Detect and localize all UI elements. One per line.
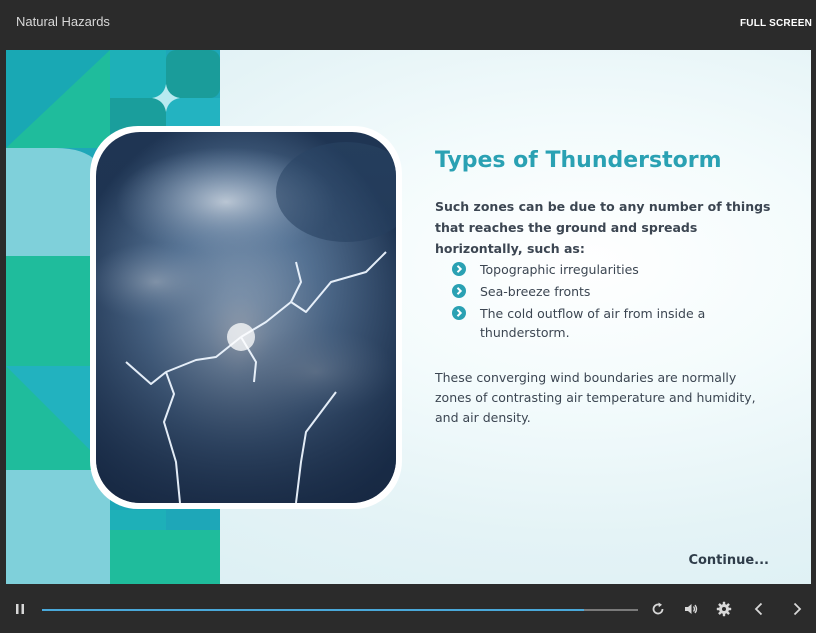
body-paragraph: These converging wind boundaries are normally zones of contrasting air temperature and humidity, and air density. xyxy=(435,370,756,425)
settings-icon[interactable] xyxy=(716,601,732,617)
progress-fill xyxy=(42,609,584,611)
progress-bar[interactable] xyxy=(42,609,638,611)
list-item xyxy=(452,282,752,301)
chevron-right-icon xyxy=(452,284,466,298)
app-title: Natural Hazards xyxy=(16,14,110,29)
next-icon[interactable] xyxy=(789,601,805,617)
list-item-text: The cold outflow of air from inside a thunderstorm. xyxy=(480,306,706,340)
top-bar xyxy=(0,0,816,50)
continue-button[interactable]: Continue... xyxy=(688,553,769,568)
list-item-text: Sea-breeze fronts xyxy=(480,284,591,299)
intro-text: Such zones can be due to any number of things that reaches the ground and spreads horizontally, such as: xyxy=(435,199,771,256)
lightning-storm-image xyxy=(96,132,396,503)
chevron-right-icon xyxy=(452,306,466,320)
previous-icon[interactable] xyxy=(751,601,767,617)
list-item xyxy=(452,304,752,342)
photo-frame xyxy=(90,126,402,509)
bullet-list xyxy=(452,260,752,345)
full-screen-button[interactable]: FULL SCREEN xyxy=(739,18,812,29)
slide xyxy=(6,50,811,584)
list-item-text: Topographic irregularities xyxy=(480,262,639,277)
pause-icon[interactable] xyxy=(12,601,28,617)
list-item xyxy=(452,260,752,279)
player-controls xyxy=(0,584,816,633)
chevron-right-icon xyxy=(452,262,466,276)
slide-title: Types of Thunderstorm xyxy=(435,148,722,173)
volume-icon[interactable] xyxy=(683,601,699,617)
replay-icon[interactable] xyxy=(650,601,666,617)
